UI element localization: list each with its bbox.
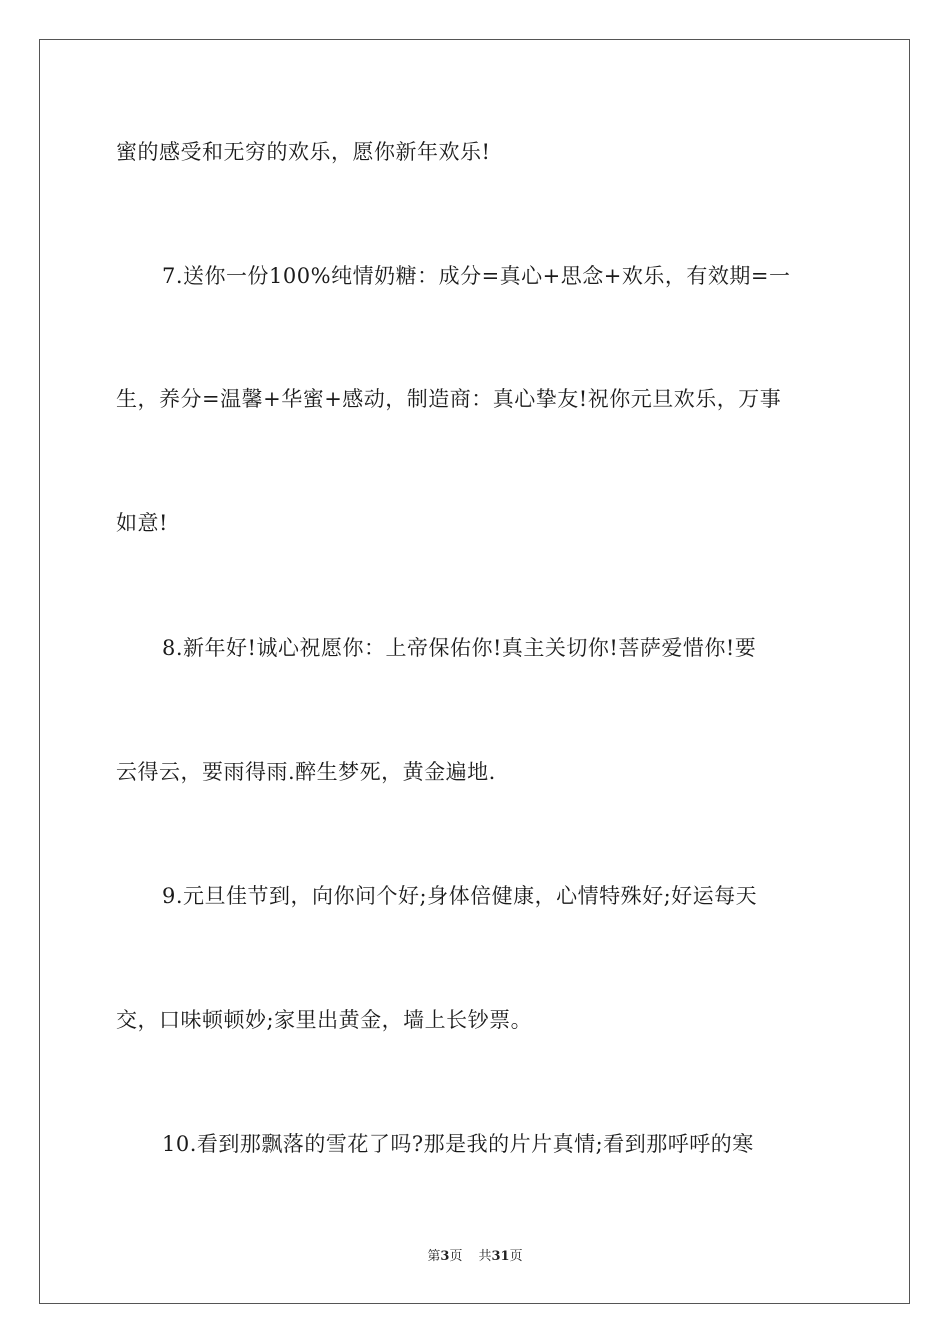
text-line-4: 如意! — [116, 511, 168, 535]
text-line-item-8: 8.新年好!诚心祝愿你：上帝保佑你!真主关切你!菩萨爱惜你!要 — [162, 636, 757, 660]
text-line-3: 生，养分=温馨+华蜜+感动，制造商：真心挚友!祝你元旦欢乐，万事 — [116, 387, 782, 411]
text-line-6: 云得云，要雨得雨.醉生梦死，黄金遍地. — [116, 760, 496, 784]
footer-page-number: 3 — [440, 1249, 450, 1264]
text-line-item-10: 10.看到那飘落的雪花了吗?那是我的片片真情;看到那呼呼的寒 — [162, 1132, 754, 1156]
text-line-item-7: 7.送你一份100%纯情奶糖：成分=真心+思念+欢乐，有效期=一 — [162, 264, 791, 288]
footer-page-suffix: 页 — [449, 1249, 463, 1264]
footer-total-prefix: 共 — [478, 1249, 492, 1264]
text-line-8: 交，口味顿顿妙;家里出黄金，墙上长钞票。 — [116, 1008, 533, 1032]
footer-total-pages: 31 — [491, 1249, 510, 1264]
page-footer — [0, 1248, 950, 1266]
page-border — [39, 39, 910, 1304]
text-line-item-9: 9.元旦佳节到，向你问个好;身体倍健康，心情特殊好;好运每天 — [162, 884, 758, 908]
text-line-1: 蜜的感受和无穷的欢乐，愿你新年欢乐! — [116, 140, 491, 164]
footer-page-prefix: 第 — [427, 1249, 441, 1264]
footer-total-suffix: 页 — [509, 1249, 523, 1264]
